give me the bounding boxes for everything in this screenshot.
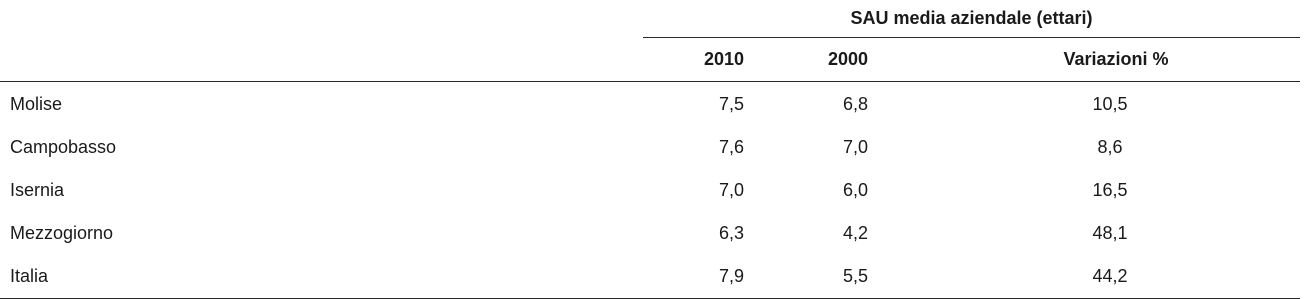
column-header-2010: 2010 — [643, 38, 758, 82]
group-header-row — [0, 0, 1300, 38]
row-label: Molise — [10, 93, 63, 114]
cell-2000: 6,0 — [842, 180, 868, 200]
cell-variazioni: 8,6 — [1097, 137, 1123, 157]
cell-2010: 6,3 — [718, 223, 744, 243]
row-label: Mezzogiorno — [10, 223, 114, 243]
table-row — [0, 212, 1300, 255]
cell-2000: 6,8 — [842, 93, 868, 114]
group-header-title: SAU media aziendale (ettari) — [643, 0, 1300, 38]
cell-2010: 7,9 — [643, 255, 758, 299]
column-header-variazioni: Variazioni % — [908, 38, 1300, 82]
table-row — [0, 126, 1300, 169]
table-row — [0, 169, 1300, 212]
column-header-2000: 2000 — [758, 38, 908, 82]
row-label: Italia — [0, 255, 643, 299]
cell-2010: 7,6 — [718, 137, 744, 157]
empty-header-cell — [0, 38, 643, 82]
cell-variazioni: 16,5 — [1092, 180, 1128, 200]
cell-2000: 5,5 — [758, 255, 908, 299]
cell-2000: 7,0 — [842, 137, 868, 157]
row-label: Isernia — [10, 180, 65, 200]
table-row — [0, 82, 1300, 127]
row-label: Campobasso — [10, 137, 117, 157]
cell-2010: 7,0 — [718, 180, 744, 200]
column-header-row — [0, 38, 1300, 82]
cell-variazioni: 48,1 — [1092, 223, 1128, 243]
cell-2000: 4,2 — [842, 223, 868, 243]
cell-2010: 7,5 — [718, 93, 744, 114]
empty-corner-cell — [0, 0, 643, 38]
cell-variazioni: 44,2 — [908, 255, 1300, 299]
cell-variazioni: 10,5 — [1092, 93, 1128, 114]
table-row — [0, 255, 1300, 299]
